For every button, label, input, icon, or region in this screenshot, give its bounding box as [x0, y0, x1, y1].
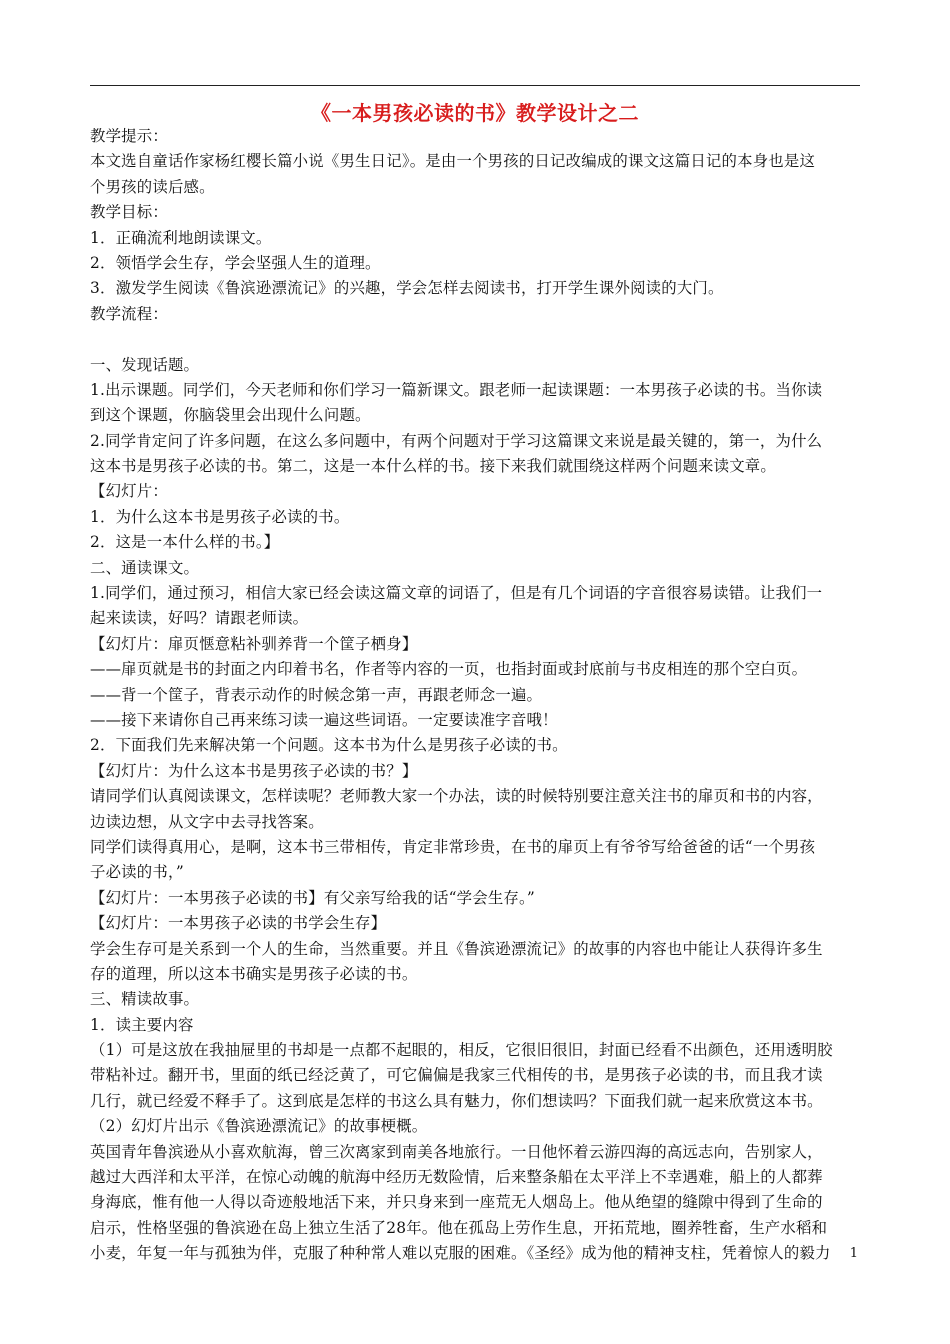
text-line: 一、发现话题。	[90, 355, 200, 374]
text-line: 同学们读得真用心，是啊，这本书三带相传，肯定非常珍贵，在书的扉页上有爷爷写给爸爸的话“一个男孩	[90, 837, 816, 856]
text-line: 英国青年鲁滨逊从小喜欢航海，曾三次离家到南美各地旅行。一日他怀着云游四海的高远志向，告别家人，	[90, 1142, 823, 1161]
text-line: 几行，就已经爱不释手了。这到底是怎样的书这么具有魅力，你们想读吗？下面我们就一起来欣赏这本书。	[90, 1091, 823, 1110]
text-line: 【幻灯片：扉页惬意粘补驯养背一个筐子栖身】	[90, 634, 418, 653]
text-line: 三、精读故事。	[90, 990, 200, 1009]
text-line: 【幻灯片：一本男孩子必读的书学会生存】	[90, 914, 387, 933]
text-line: 存的道理，所以这本书确实是男孩子必读的书。	[90, 964, 418, 983]
text-line: 越过大西洋和太平洋，在惊心动魄的航海中经历无数险情，后来整条船在太平洋上不幸遇难，船上的人都葬	[90, 1168, 823, 1187]
blank-line	[90, 327, 860, 352]
text-line: 本文选自童话作家杨红樱长篇小说《男生日记》。是由一个男孩的日记改编成的课文这篇日记的本身也是这	[90, 152, 816, 171]
text-line: （1）可是这放在我抽屉里的书却是一点都不起眼的，相反，它很旧很旧，封面已经看不出颜色，还用透明胶	[90, 1041, 833, 1060]
page-number: 1	[849, 1246, 858, 1261]
text-line: 启示，性格坚强的鲁滨逊在岛上独立生活了28年。他在孤岛上劳作生息，开拓荒地，圈养牲畜，生产水稻和	[90, 1218, 828, 1237]
text-line: ——接下来请你自己再来练习读一遍这些词语。一定要读准字音哦！	[90, 710, 558, 729]
text-line: 教学流程：	[90, 304, 168, 323]
text-line: 二、通读课文。	[90, 558, 200, 577]
text-line: 到这个课题，你脑袋里会出现什么问题。	[90, 406, 371, 425]
text-line: 1．正确流利地朗读课文。	[90, 228, 272, 247]
text-line: 请同学们认真阅读课文，怎样读呢？老师教大家一个办法，读的时候特别要注意关注书的扉页和书的内容，	[90, 787, 823, 806]
text-line: 2．领悟学会生存，学会坚强人生的道理。	[90, 253, 381, 272]
text-line: 教学目标：	[90, 203, 168, 222]
text-line: 这本书是男孩子必读的书。第二，这是一本什么样的书。接下来我们就围绕这样两个问题来读文章。	[90, 457, 776, 476]
document-body	[90, 124, 860, 1267]
text-line: 边读边想，从文字中去寻找答案。	[90, 812, 324, 831]
text-line: 【幻灯片：为什么这本书是男孩子必读的书？】	[90, 761, 418, 780]
text-line: 小麦，年复一年与孤独为伴，克服了种种常人难以克服的困难。《圣经》成为他的精神支柱，凭着惊人的毅力	[90, 1244, 831, 1263]
text-line: 身海底，惟有他一人得以奇迹般地活下来，并只身来到一座荒无人烟岛上。他从绝望的缝隙中得到了生命的	[90, 1193, 823, 1212]
text-line: 1.出示课题。同学们，今天老师和你们学习一篇新课文。跟老师一起读课题：一本男孩子必读的书。当你读	[90, 380, 823, 399]
text-line: ——背一个筐子，背表示动作的时候念第一声，再跟老师念一遍。	[90, 685, 543, 704]
text-line: ——扉页就是书的封面之内印着书名，作者等内容的一页，也指封面或封底前与书皮相连的那个空白页。	[90, 660, 808, 679]
text-line: 2．下面我们先来解决第一个问题。这本书为什么是男孩子必读的书。	[90, 736, 568, 755]
text-line: 1．读主要内容	[90, 1015, 194, 1034]
text-line: 【幻灯片：一本男孩子必读的书】有父亲写给我的话“学会生存。”	[90, 888, 535, 907]
text-line: 2．这是一本什么样的书。】	[90, 533, 280, 552]
text-line: 带粘补过。翻开书，里面的纸已经泛黄了，可它偏偏是我家三代相传的书，是男孩子必读的书，而且我才读	[90, 1066, 823, 1085]
text-line: 起来读读，好吗？请跟老师读。	[90, 609, 309, 628]
text-line: 3．激发学生阅读《鲁滨逊漂流记》的兴趣，学会怎样去阅读书，打开学生课外阅读的大门。	[90, 279, 724, 298]
text-line: 学会生存可是关系到一个人的生命，当然重要。并且《鲁滨逊漂流记》的故事的内容也中能让人获得许多生	[90, 939, 823, 958]
text-line: 【幻灯片：	[90, 482, 168, 501]
text-line: 子必读的书，”	[90, 863, 184, 882]
text-line: 2.同学肯定问了许多问题，在这么多问题中，有两个问题对于学习这篇课文来说是最关键的，第一，为什么	[90, 431, 823, 450]
text-line: （2）幻灯片出示《鲁滨逊漂流记》的故事梗概。	[90, 1117, 428, 1136]
text-line: 个男孩的读后感。	[90, 177, 215, 196]
text-line: 教学提示：	[90, 127, 168, 145]
header-rule	[90, 85, 860, 86]
text-line: 1.同学们，通过预习，相信大家已经会读这篇文章的词语了，但是有几个词语的字音很容易读错。让我们一	[90, 584, 823, 603]
document-title: 《一本男孩必读的书》教学设计之二	[311, 101, 639, 125]
text-line: 1．为什么这本书是男孩子必读的书。	[90, 507, 350, 526]
